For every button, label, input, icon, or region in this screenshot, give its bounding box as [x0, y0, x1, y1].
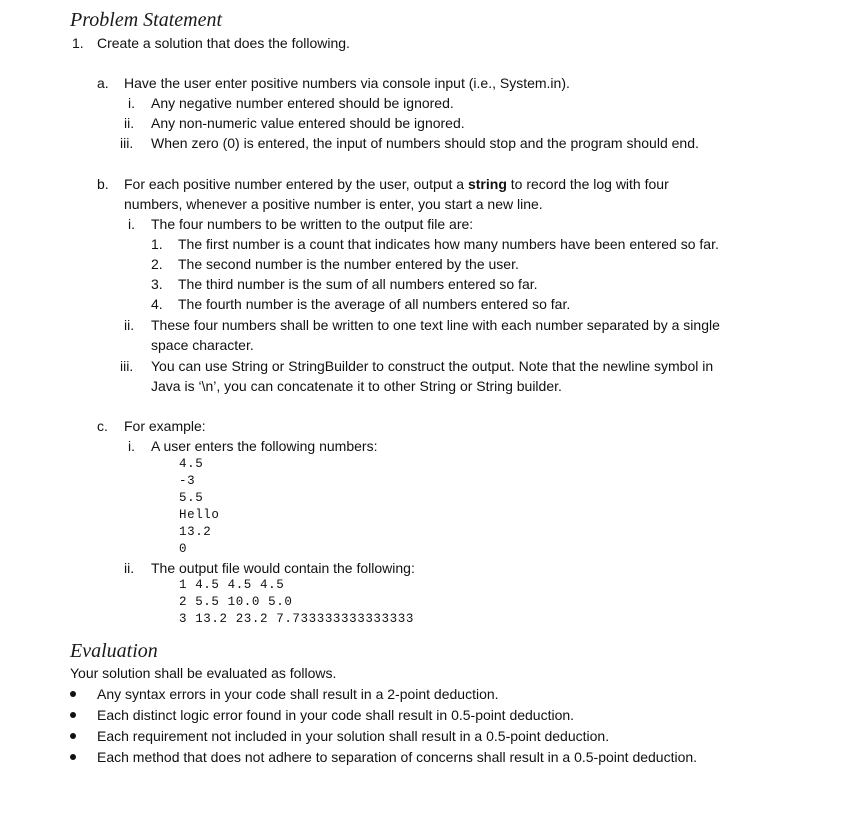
item-1-text: Create a solution that does the following. [97, 35, 350, 51]
item-a-label: a. [97, 75, 109, 91]
evaluation-heading: Evaluation [70, 640, 158, 662]
bullet-icon [70, 754, 76, 760]
item-c-label: c. [97, 418, 108, 434]
bullet-icon [70, 691, 76, 697]
item-b-i-3-number: 3. [151, 276, 163, 292]
item-b-line-1-pre: For each positive number entered by the user, output a [124, 176, 468, 192]
item-b-ii-line-2: space character. [151, 337, 254, 353]
example-output-line: 1 4.5 4.5 4.5 [179, 578, 285, 592]
example-input-line: 4.5 [179, 457, 204, 471]
example-input-line: 0 [179, 542, 188, 556]
bullet-icon [70, 712, 76, 718]
item-b-line-1-bold: string [467, 176, 507, 192]
bullet-icon [70, 733, 76, 739]
example-input-line: 13.2 [179, 525, 212, 539]
evaluation-bullet-text: Each distinct logic error found in your code shall result in 0.5-point deduction. [97, 707, 575, 723]
item-b-ii-number: ii. [124, 317, 135, 333]
item-c-i-text: A user enters the following numbers: [151, 438, 378, 454]
item-b-i-4-number: 4. [151, 296, 163, 312]
item-b-i-1-number: 1. [151, 236, 163, 252]
evaluation-bullet-text: Each requirement not included in your solution shall result in a 0.5-point deduction. [97, 728, 610, 744]
item-b-i-3-text: The third number is the sum of all numbers entered so far. [178, 276, 538, 292]
item-a-i-number: i. [128, 95, 135, 111]
item-b-i-number: i. [128, 216, 135, 232]
problem-statement-heading: Problem Statement [70, 9, 223, 31]
item-b-i-text: The four numbers to be written to the output file are: [151, 216, 474, 232]
item-b-i-1-text: The first number is a count that indicates how many numbers have been entered so far. [178, 236, 719, 252]
item-b-line-1 [124, 174, 669, 194]
example-input-line: Hello [179, 508, 220, 522]
item-a-text: Have the user enter positive numbers via console input (i.e., System.in). [124, 75, 570, 91]
item-c-i-number: i. [128, 438, 135, 454]
evaluation-bullet-text: Each method that does not adhere to separation of concerns shall result in a 0.5-point deduction. [97, 749, 698, 765]
item-b-label: b. [97, 176, 109, 192]
item-b-i-2-text: The second number is the number entered by the user. [178, 256, 519, 272]
item-a-i-text: Any negative number entered should be ignored. [151, 95, 454, 111]
item-b-i-4-text: The fourth number is the average of all numbers entered so far. [178, 296, 571, 312]
item-c-ii-number: ii. [124, 560, 135, 576]
item-a-iii-text: When zero (0) is entered, the input of numbers should stop and the program should end. [151, 135, 699, 151]
item-a-iii-number: iii. [120, 135, 134, 151]
item-b-ii-line-1: These four numbers shall be written to one text line with each number separated by a single [151, 317, 720, 333]
item-b-i-2-number: 2. [151, 256, 163, 272]
item-b-line-1-post: to record the log with four [506, 176, 669, 192]
item-a-ii-text: Any non-numeric value entered should be ignored. [151, 115, 465, 131]
example-input-line: 5.5 [179, 491, 204, 505]
example-input-line: -3 [179, 474, 196, 488]
item-1-number: 1. [72, 35, 84, 51]
item-a-ii-number: ii. [124, 115, 135, 131]
example-output-line: 3 13.2 23.2 7.733333333333333 [179, 612, 414, 626]
item-c-ii-text: The output file would contain the following: [151, 560, 415, 576]
item-b-iii-line-2: Java is ‘\n’, you can concatenate it to other String or String builder. [151, 378, 562, 394]
item-b-line-2: numbers, whenever a positive number is enter, you start a new line. [124, 196, 543, 212]
example-output-line: 2 5.5 10.0 5.0 [179, 595, 293, 609]
item-c-text: For example: [124, 418, 206, 434]
item-b-iii-number: iii. [120, 358, 134, 374]
item-b-iii-line-1: You can use String or StringBuilder to construct the output. Note that the newline symbol in [151, 358, 714, 374]
evaluation-bullet-text: Any syntax errors in your code shall result in a 2-point deduction. [97, 686, 499, 702]
evaluation-intro: Your solution shall be evaluated as follows. [70, 665, 337, 681]
